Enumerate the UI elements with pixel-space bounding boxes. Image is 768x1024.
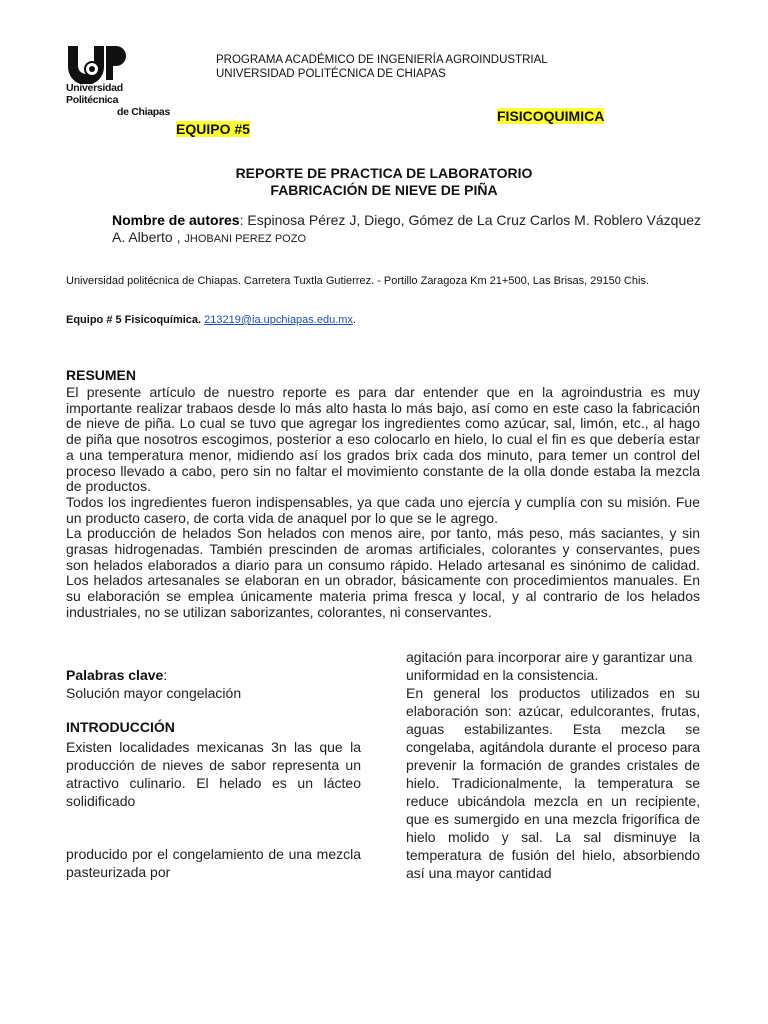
university-name: UNIVERSIDAD POLITÉCNICA DE CHIAPAS [216,68,446,80]
authors [112,212,712,248]
contact-line [66,314,356,326]
intro-left-paragraph-1 [66,738,361,810]
report-title [0,165,768,199]
intro-right-text-3: En general los productos utilizados en su elaboración son: azúcar, edulcorantes, frutas, aguas estabilizantes. Esta mezcla se congelaba, agitándola durante el proceso para prevenir la formación de grandes cristales de hielo. Tradicionalmente, la temperatura se reduce ubicándola mezcla en un recipiente, que es sumergido en una mezcla frigorífica de hielo molido y sal. La sal disminuye la temperatura de fusión del hielo, absorbiendo así una mayor cantidad [406,685,700,881]
upchiapas-logo-icon [66,44,126,84]
contact-suffix: . [352,314,356,326]
logo-text [66,82,170,118]
keywords-value: Solución mayor congelación [66,685,242,701]
keywords-colon: : [163,667,168,683]
logo-line2: de Chiapas [116,106,170,118]
address: Universidad politécnica de Chiapas. Carretera Tuxtla Gutierrez. - Portillo Zaragoza Km 21+500, Las Brisas, 29150 Chis. [66,275,649,287]
resumen-body [66,385,700,621]
authors-extra: JHOBANI PEREZ POZO [184,233,307,245]
resumen-heading: RESUMEN [66,367,137,383]
intro-right-column [406,648,700,882]
resumen-paragraph-2: Todos los ingredientes fueron indispensables, ya que cada uno ejercía y cumplía con su misión. Fue un producto casero, de corta vida de anaquel por lo que se le agrego. [66,493,700,526]
title-line1: REPORTE DE PRACTICA DE LABORATORIO [235,165,533,181]
intro-left-text-2: producido por el congelamiento de una mezcla pasteurizada por [66,846,361,880]
contact-email-link[interactable]: 213219@ia.upchiapas.edu.mx [204,314,353,326]
intro-left-text-1: Existen localidades mexicanas 3n las que la producción de nieves de sabor representa un atractivo culinario. El helado es un lácteo solidificado [66,739,361,809]
intro-right-text-1: agitación para incorporar aire y garantizar una [406,649,693,665]
subject-label: FISICOQUIMICA [497,108,605,124]
intro-right-text-2: uniformidad en la consistencia. [406,667,599,683]
intro-heading: INTRODUCCIÓN [66,719,175,735]
logo-line1: Universidad Politécnica [66,82,123,106]
authors-names: : Espinosa Pérez J, Diego, Gómez de La Cruz Carlos M. Roblero Vázquez A. Alberto , [112,212,702,245]
contact-label: Equipo # 5 Fisicoquímica. [66,314,202,326]
keywords-label: Palabras clave [66,667,164,683]
authors-label: Nombre de autores [112,212,240,228]
document-header [216,53,548,81]
resumen-paragraph-3: La producción de helados Son helados con menos aire, por tanto, más peso, más saciantes, y sin grasas hidrogenadas. También prescinden de aromas artificiales, colorantes y conservantes, pues son helados elaborados a diario para un consumo rápido. Helado artesanal es sinónimo de calidad. Los helados artesanales se elaboran en un obrador, básicamente con procedimientos manuales. En su elaboración se emplea únicamente materia prima fresca y local, y al contrario de los helados industriales, no se utilizan saborizantes, colorantes, ni conservantes. [66,525,700,620]
intro-left-paragraph-2 [66,845,361,881]
title-line2: FABRICACIÓN DE NIEVE DE PIÑA [270,182,498,198]
university-logo [66,44,170,122]
keywords-heading [66,667,167,683]
resumen-paragraph-1: El presente artículo de nuestro reporte es para dar entender que en la agroindustria es muy importante realizar trabaos desde lo más alto hasta lo más bajo, así como en este caso la fabricación de nieve de piña. Lo cual se tuvo que agregar los ingredientes como azúcar, sal, limón, etc., al hago de piña que nosotros escogimos, posterior a eso colocarlo en hielo, lo cual el fin es que debería estar a una temperatura menor, midiendo así los grados brix cada dos minuto, para temer un control del proceso llevado a cabo, pero sin no faltar el movimiento constante de la olla donde estaba la mezcla de productos. [66,384,700,495]
team-label: EQUIPO #5 [176,121,250,137]
program-name: PROGRAMA ACADÉMICO DE INGENIERÍA AGROINDUSTRIAL [216,54,548,66]
